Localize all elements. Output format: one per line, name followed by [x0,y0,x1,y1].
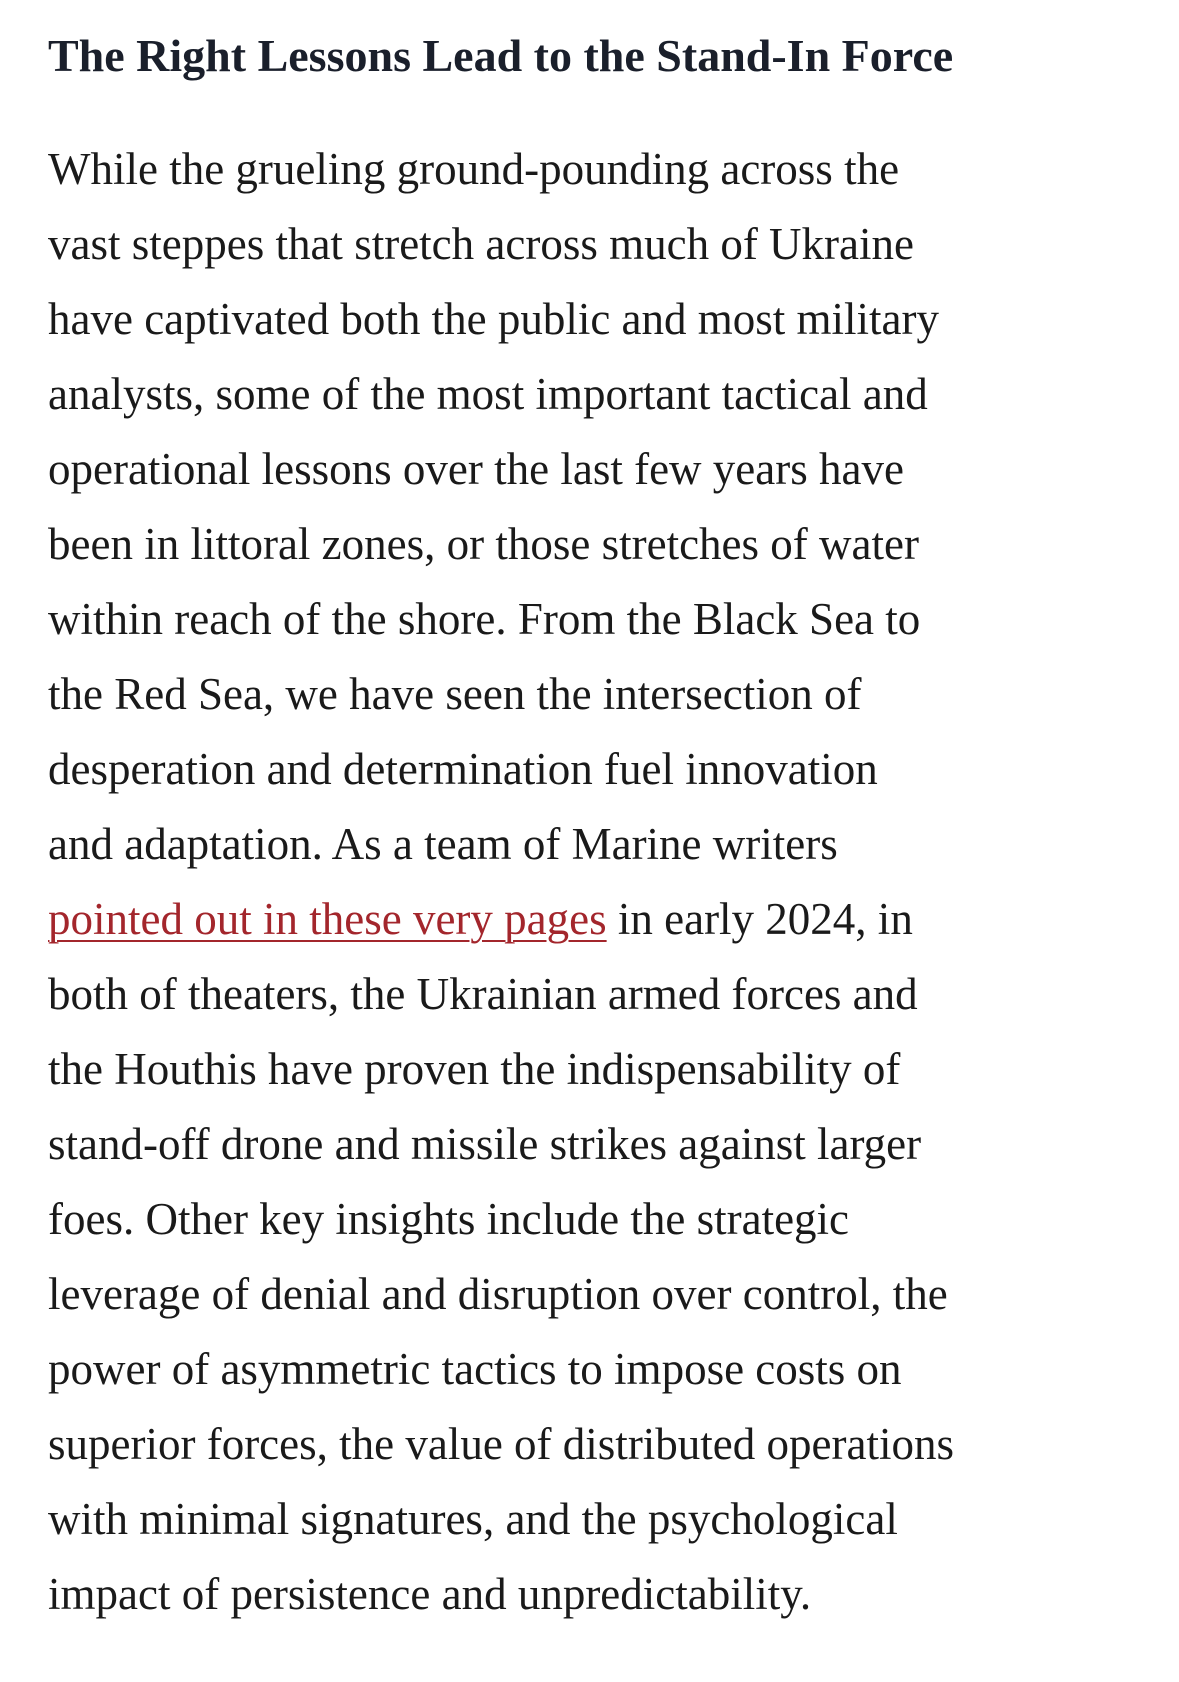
paragraph-line: power of asymmetric tactics to impose costs on [48,1344,902,1394]
paragraph-line: desperation and determination fuel innovation [48,744,878,794]
paragraph-line: vast steppes that stretch across much of Ukraine [48,219,914,269]
paragraph-line: superior forces, the value of distributed operations [48,1419,954,1469]
paragraph-line: within reach of the shore. From the Black Sea to [48,594,921,644]
inline-article-link[interactable]: pointed out in these very pages [48,894,607,944]
paragraph-line: with minimal signatures, and the psychological [48,1494,898,1544]
paragraph-line-with-link [48,882,1158,957]
paragraph-line: the Houthis have proven the indispensability of [48,1044,901,1094]
paragraph-line: both of theaters, the Ukrainian armed forces and [48,969,918,1019]
article [48,24,1158,1632]
paragraph-line: operational lessons over the last few years have [48,444,904,494]
paragraph-line: impact of persistence and unpredictability. [48,1569,812,1619]
paragraph-line: and adaptation. As a team of Marine writers [48,819,838,869]
paragraph-line: stand-off drone and missile strikes against larger [48,1119,922,1169]
paragraph-line: the Red Sea, we have seen the intersection of [48,669,862,719]
paragraph-line: foes. Other key insights include the strategic [48,1194,850,1244]
article-paragraph [48,132,1158,1632]
section-heading: The Right Lessons Lead to the Stand-In Force [48,30,954,81]
paragraph-line: While the grueling ground-pounding across the [48,144,900,194]
paragraph-line: have captivated both the public and most military [48,294,940,344]
paragraph-line-segment: in early 2024, in [606,894,913,944]
paragraph-line: leverage of denial and disruption over control, the [48,1269,948,1319]
paragraph-line: analysts, some of the most important tactical and [48,369,928,419]
paragraph-line: been in littoral zones, or those stretches of water [48,519,919,569]
